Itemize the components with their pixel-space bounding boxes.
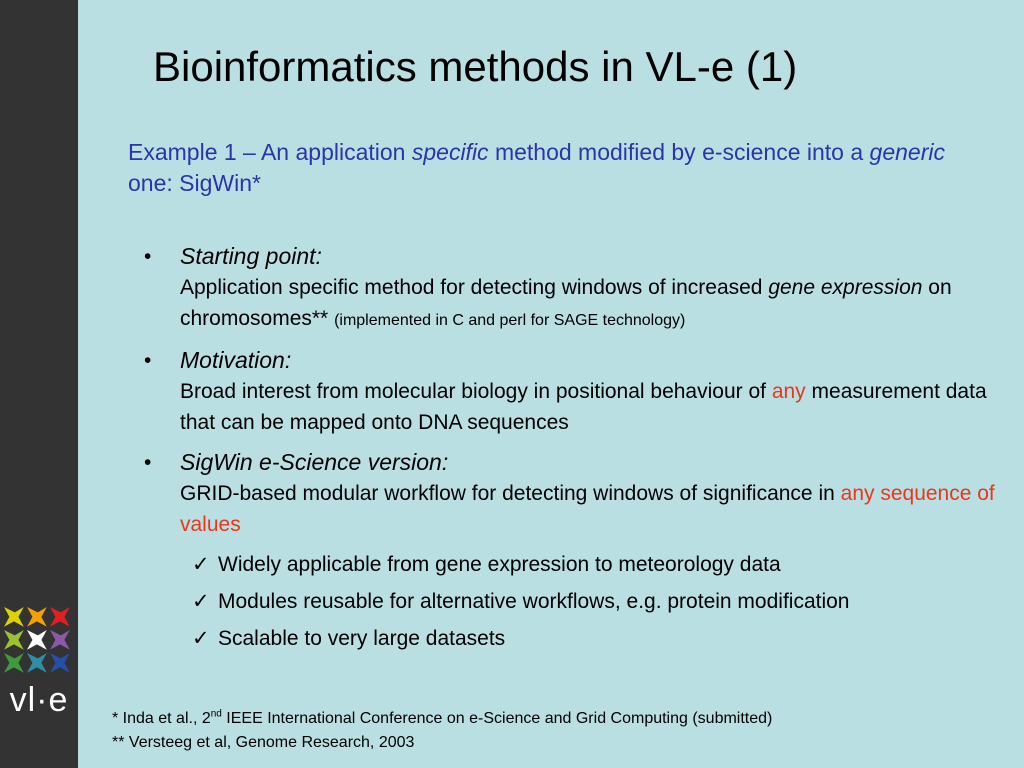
check-item [192,546,1010,583]
footnote-1-text-end: IEEE International Conference on e-Science and Grid Computing (submitted) [221,710,773,727]
footnote-1 [112,707,772,731]
footnote-1-sup: nd [210,708,222,720]
check-text: Widely applicable from gene expression to meteorology data [218,553,781,576]
footnotes [112,707,772,755]
bullet-text: measurement data that can be mapped onto DNA sequences [180,380,987,434]
check-icon: ✓ [192,553,210,576]
check-item [192,620,1010,657]
bullet-motivation [140,345,1010,438]
bullet-highlight: any sequence of values [180,482,995,536]
check-icon: ✓ [192,627,210,650]
subtitle [128,137,988,199]
check-item [192,583,1010,620]
check-list [180,546,1010,657]
bullet-highlight: any [771,380,806,403]
check-text: Modules reusable for alternative workflows, e.g. protein modification [218,590,850,613]
bullet-text: Broad interest from molecular biology in positional behaviour of [180,380,772,403]
bullet-text: Application specific method for detecting windows of increased [180,276,769,299]
page-title: Bioinformatics methods in VL-e (1) [153,43,798,90]
bullet-text: on chromosomes** [180,276,952,330]
check-icon: ✓ [192,590,210,613]
subtitle-part3: one: SigWin* [128,170,261,196]
subtitle-part1: Example 1 – An application [128,139,412,165]
sidebar [0,0,78,768]
bullet-small-note: (implemented in C and perl for SAGE technology) [334,312,686,329]
subtitle-em-specific: specific [411,139,489,165]
bullet-heading: Motivation: [180,347,292,373]
bullet-dot: • [144,245,152,268]
footnote-1-text: * Inda et al., 2 [112,710,211,727]
bullet-dot: • [144,349,152,372]
bullet-text: GRID-based modular workflow for detecting windows of significance in [180,482,841,505]
footnote-2: ** Versteeg et al, Genome Research, 2003 [112,734,415,751]
logo-mark-icon [3,606,73,676]
subtitle-em-generic: generic [869,139,945,165]
bullet-em: gene expression [768,276,923,299]
bullet-sigwin-version [140,447,1010,657]
bullet-list [140,241,1010,666]
bullet-starting-point [140,241,1010,336]
logo-text: vl·e [9,681,69,719]
check-text: Scalable to very large datasets [218,627,506,650]
bullet-dot: • [144,451,152,474]
subtitle-part2: method modified by e-science into a [488,139,870,165]
bullet-heading: Starting point: [180,243,322,269]
bullet-heading: SigWin e-Science version: [180,449,449,475]
